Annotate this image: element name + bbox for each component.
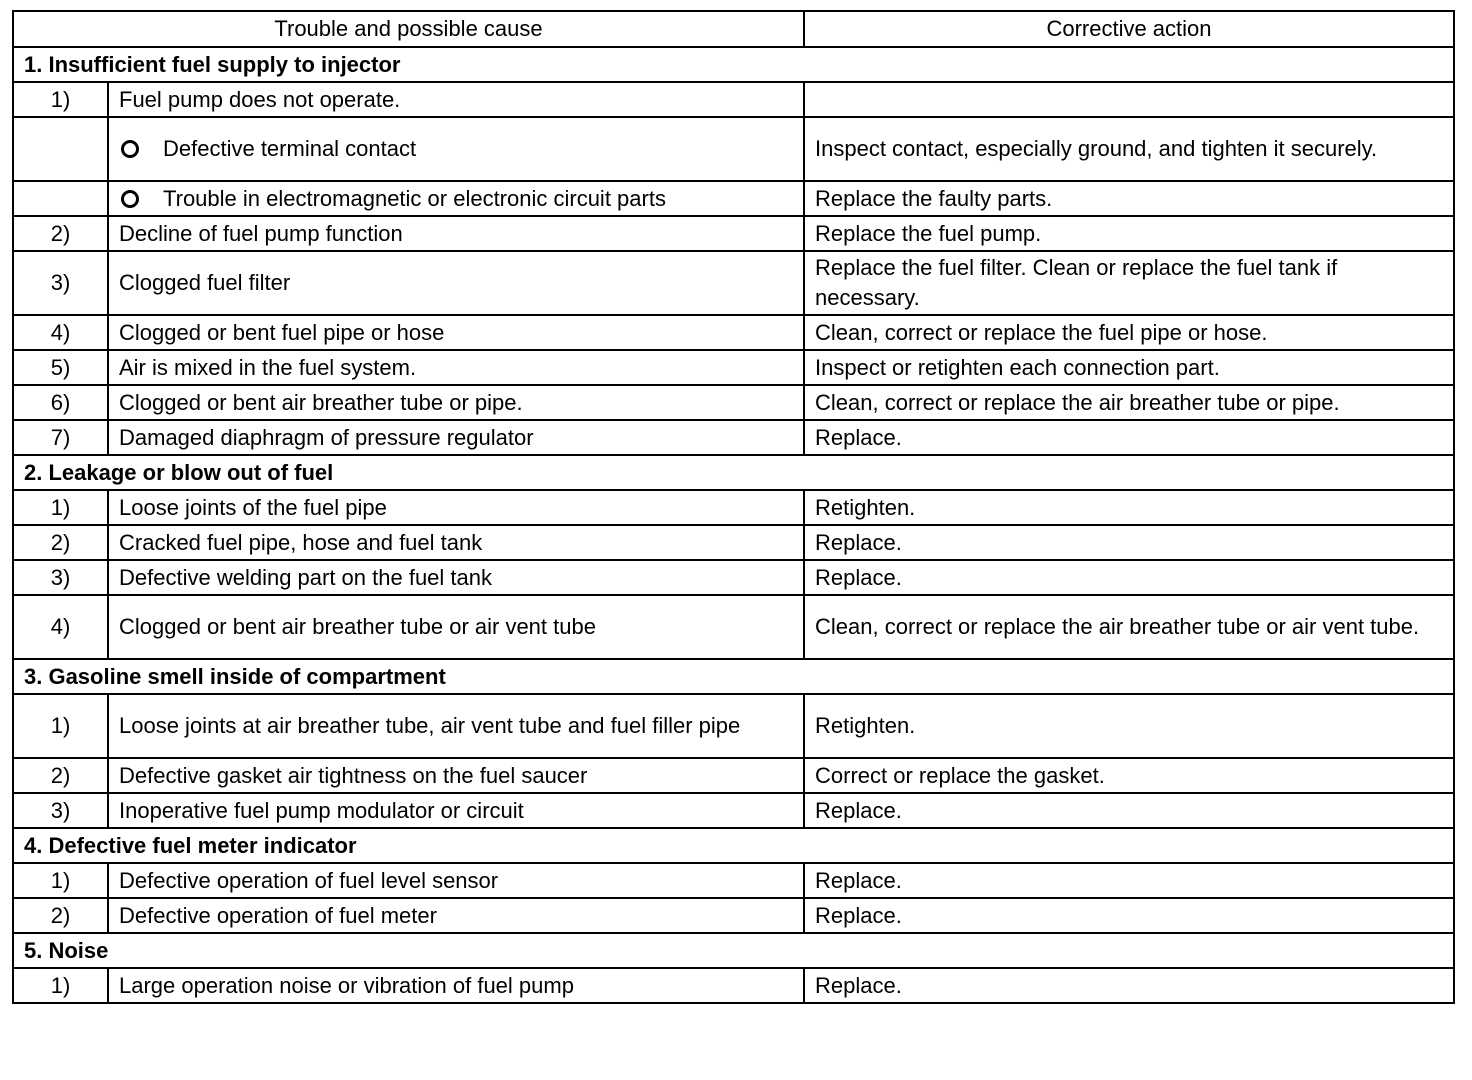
row-cause: Clogged or bent air breather tube or pipe. bbox=[108, 385, 804, 420]
table-row bbox=[13, 595, 1454, 659]
table-row bbox=[13, 968, 1454, 1003]
section-title: 3. Gasoline smell inside of compartment bbox=[13, 659, 1454, 694]
row-action: Replace. bbox=[804, 863, 1454, 898]
row-action: Replace. bbox=[804, 525, 1454, 560]
table-row bbox=[13, 694, 1454, 758]
row-number: 2) bbox=[13, 216, 108, 251]
row-cause: Defective operation of fuel meter bbox=[108, 898, 804, 933]
row-action: Replace. bbox=[804, 420, 1454, 455]
row-number: 4) bbox=[13, 595, 108, 659]
table-row bbox=[13, 793, 1454, 828]
row-cause: Inoperative fuel pump modulator or circuit bbox=[108, 793, 804, 828]
table-row bbox=[13, 315, 1454, 350]
row-cause: Clogged fuel filter bbox=[108, 251, 804, 315]
table-row bbox=[13, 117, 1454, 181]
row-cause: Clogged or bent fuel pipe or hose bbox=[108, 315, 804, 350]
row-cause: Fuel pump does not operate. bbox=[108, 82, 804, 117]
row-number: 1) bbox=[13, 82, 108, 117]
table-row bbox=[13, 181, 1454, 216]
table-row bbox=[13, 251, 1454, 315]
row-number: 2) bbox=[13, 525, 108, 560]
row-number: 5) bbox=[13, 350, 108, 385]
table-row bbox=[13, 420, 1454, 455]
row-number: 3) bbox=[13, 560, 108, 595]
row-cause-cell bbox=[108, 181, 804, 216]
row-action: Replace. bbox=[804, 968, 1454, 1003]
row-number: 1) bbox=[13, 490, 108, 525]
row-action bbox=[804, 82, 1454, 117]
circle-bullet-icon bbox=[121, 190, 139, 208]
circle-bullet-icon bbox=[121, 140, 139, 158]
row-cause: Defective welding part on the fuel tank bbox=[108, 560, 804, 595]
row-cause: Defective operation of fuel level sensor bbox=[108, 863, 804, 898]
row-action: Clean, correct or replace the air breather tube or pipe. bbox=[804, 385, 1454, 420]
row-action: Replace the fuel pump. bbox=[804, 216, 1454, 251]
row-number: 2) bbox=[13, 758, 108, 793]
row-cause: Clogged or bent air breather tube or air vent tube bbox=[108, 595, 804, 659]
row-action: Clean, correct or replace the air breather tube or air vent tube. bbox=[804, 595, 1454, 659]
row-number: 2) bbox=[13, 898, 108, 933]
row-number: 4) bbox=[13, 315, 108, 350]
row-number: 1) bbox=[13, 694, 108, 758]
table-row bbox=[13, 385, 1454, 420]
row-action: Retighten. bbox=[804, 490, 1454, 525]
row-number: 3) bbox=[13, 793, 108, 828]
table-row bbox=[13, 560, 1454, 595]
row-cause: Defective gasket air tightness on the fuel saucer bbox=[108, 758, 804, 793]
row-cause: Air is mixed in the fuel system. bbox=[108, 350, 804, 385]
row-number: 6) bbox=[13, 385, 108, 420]
row-cause: Trouble in electromagnetic or electronic circuit parts bbox=[163, 185, 666, 211]
table-row bbox=[13, 82, 1454, 117]
table-row bbox=[13, 863, 1454, 898]
row-action: Clean, correct or replace the fuel pipe or hose. bbox=[804, 315, 1454, 350]
row-action: Replace. bbox=[804, 793, 1454, 828]
row-number: 1) bbox=[13, 968, 108, 1003]
row-number: 1) bbox=[13, 863, 108, 898]
row-cause: Decline of fuel pump function bbox=[108, 216, 804, 251]
row-action: Replace. bbox=[804, 560, 1454, 595]
row-cause: Damaged diaphragm of pressure regulator bbox=[108, 420, 804, 455]
section-title: 2. Leakage or blow out of fuel bbox=[13, 455, 1454, 490]
header-action: Corrective action bbox=[804, 11, 1454, 47]
row-cause: Cracked fuel pipe, hose and fuel tank bbox=[108, 525, 804, 560]
row-cause: Defective terminal contact bbox=[163, 136, 417, 161]
table-row bbox=[13, 898, 1454, 933]
row-number bbox=[13, 117, 108, 181]
row-cause-cell bbox=[108, 117, 804, 181]
row-cause: Large operation noise or vibration of fuel pump bbox=[108, 968, 804, 1003]
row-number: 3) bbox=[13, 251, 108, 315]
row-action: Inspect or retighten each connection part. bbox=[804, 350, 1454, 385]
row-action: Replace. bbox=[804, 898, 1454, 933]
table-row bbox=[13, 350, 1454, 385]
row-cause: Loose joints at air breather tube, air vent tube and fuel filler pipe bbox=[108, 694, 804, 758]
row-action: Replace the faulty parts. bbox=[804, 181, 1454, 216]
section-title: 5. Noise bbox=[13, 933, 1454, 968]
table-row bbox=[13, 216, 1454, 251]
row-action: Replace the fuel filter. Clean or replace the fuel tank if necessary. bbox=[804, 251, 1454, 315]
row-action: Correct or replace the gasket. bbox=[804, 758, 1454, 793]
row-number bbox=[13, 181, 108, 216]
table-row bbox=[13, 525, 1454, 560]
table-row bbox=[13, 490, 1454, 525]
header-trouble: Trouble and possible cause bbox=[13, 11, 804, 47]
row-number: 7) bbox=[13, 420, 108, 455]
row-action: Inspect contact, especially ground, and tighten it securely. bbox=[804, 117, 1454, 181]
section-title: 1. Insufficient fuel supply to injector bbox=[13, 47, 1454, 82]
troubleshooting-table bbox=[12, 10, 1455, 1004]
table-row bbox=[13, 758, 1454, 793]
section-title: 4. Defective fuel meter indicator bbox=[13, 828, 1454, 863]
row-action: Retighten. bbox=[804, 694, 1454, 758]
row-cause: Loose joints of the fuel pipe bbox=[108, 490, 804, 525]
